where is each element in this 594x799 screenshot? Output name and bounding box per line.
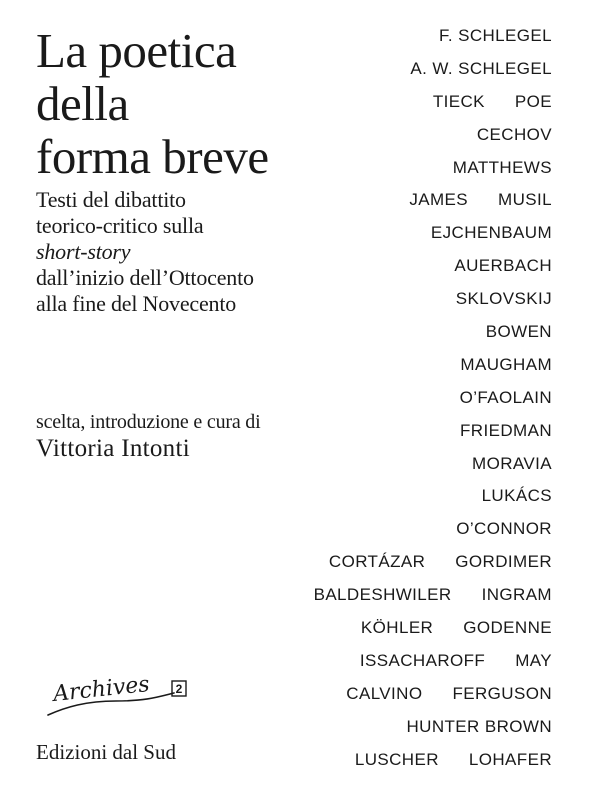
author-name: INGRAM <box>481 585 552 605</box>
publisher-name: Edizioni dal Sud <box>36 740 176 764</box>
author-name: GORDIMER <box>455 552 552 572</box>
author-name: HUNTER BROWN <box>406 716 552 736</box>
author-name: GODENNE <box>463 618 552 638</box>
subtitle-line-5: alla fine del Novecento <box>36 291 237 316</box>
author-row <box>282 454 552 487</box>
author-name: MAY <box>515 650 552 670</box>
author-name: POE <box>514 91 552 111</box>
author-row <box>282 651 552 684</box>
author-name: BOWEN <box>485 322 552 342</box>
author-name: CORTÁZAR <box>328 552 426 572</box>
subtitle-line-4: dall’inizio dell’Ottocento <box>36 265 254 290</box>
author-row <box>282 223 552 256</box>
book-subtitle <box>36 187 254 317</box>
author-row <box>282 256 552 289</box>
author-row <box>282 125 552 158</box>
author-row <box>282 158 552 191</box>
author-name: AUERBACH <box>454 256 552 276</box>
author-name: KÖHLER <box>360 618 434 638</box>
title-line-3: forma breve <box>36 129 269 184</box>
author-row <box>282 92 552 125</box>
author-name: CALVINO <box>346 683 423 703</box>
author-name: LUKÁCS <box>481 486 552 506</box>
author-row <box>282 322 552 355</box>
author-row <box>282 26 552 59</box>
authors-list <box>282 26 552 782</box>
author-row <box>282 59 552 92</box>
editor-name: Vittoria Intonti <box>36 435 190 462</box>
author-name: TIECK <box>432 91 485 111</box>
archives-logo-text: Archives <box>52 671 151 707</box>
author-name: A. W. SCHLEGEL <box>410 58 552 78</box>
author-name: SKLOVSKIJ <box>455 289 552 309</box>
author-name: MORAVIA <box>472 453 552 473</box>
author-name: BALDESHWILER <box>313 585 452 605</box>
title-line-1: La poetica <box>36 23 237 78</box>
author-name: FERGUSON <box>452 683 552 703</box>
author-row <box>282 552 552 585</box>
author-name: O’CONNOR <box>456 519 552 539</box>
book-title <box>36 24 269 183</box>
author-name: F. SCHLEGEL <box>438 26 552 45</box>
author-row <box>282 289 552 322</box>
author-row <box>282 421 552 454</box>
author-name: EJCHENBAUM <box>430 223 552 243</box>
author-row <box>282 717 552 750</box>
subtitle-line-2: teorico-critico sulla <box>36 213 204 238</box>
author-name: O’FAOLAIN <box>459 387 552 407</box>
author-name: MUSIL <box>498 190 552 210</box>
author-name: JAMES <box>409 190 469 210</box>
author-row <box>282 190 552 223</box>
series-number: 2 <box>175 682 183 696</box>
author-name: FRIEDMAN <box>460 420 552 440</box>
author-row <box>282 486 552 519</box>
author-row <box>282 519 552 552</box>
author-row <box>282 355 552 388</box>
archives-logo-icon <box>46 671 196 723</box>
subtitle-line-1: Testi del dibattito <box>36 187 186 212</box>
author-row <box>282 684 552 717</box>
author-name: CECHOV <box>476 124 552 144</box>
author-row <box>282 388 552 421</box>
author-name: MATTHEWS <box>452 157 552 177</box>
subtitle-line-3: short-story <box>36 239 131 264</box>
title-line-2: della <box>36 76 129 131</box>
author-name: ISSACHAROFF <box>359 650 486 670</box>
author-name: LOHAFER <box>468 749 552 769</box>
author-name: MAUGHAM <box>460 354 552 374</box>
editor-label: scelta, introduzione e cura di <box>36 411 261 433</box>
author-row <box>282 750 552 783</box>
author-row <box>282 618 552 651</box>
author-row <box>282 585 552 618</box>
author-name: LUSCHER <box>354 749 439 769</box>
